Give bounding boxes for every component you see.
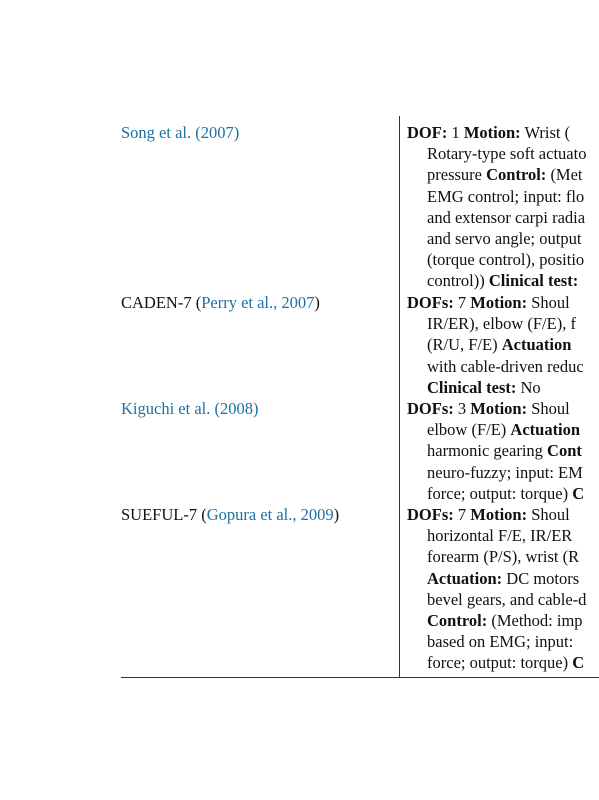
- field-text: (R/U, F/E): [427, 335, 502, 355]
- field-text: with cable-driven reduc: [427, 356, 584, 376]
- field-text: (Met: [546, 165, 583, 185]
- description-line: [407, 483, 584, 504]
- citation-link[interactable]: Gopura et al., 2009: [206, 505, 334, 524]
- field-label: Motion:: [470, 293, 528, 312]
- field-label: Control:: [427, 611, 488, 631]
- description-line: [407, 143, 586, 164]
- field-label: DOFs:: [407, 505, 454, 524]
- description-line: [407, 292, 584, 313]
- description-line: [407, 504, 586, 525]
- citation-cell: [121, 122, 239, 143]
- field-text: force; output: torque): [427, 653, 573, 673]
- field-label: Motion:: [470, 399, 528, 418]
- description-line: [407, 568, 586, 589]
- field-label: C: [572, 483, 585, 503]
- field-text: based on EMG; input:: [427, 632, 574, 652]
- field-text: Shoul: [527, 505, 570, 524]
- field-text: IR/ER), elbow (F/E), f: [427, 314, 576, 334]
- field-label: DOFs:: [407, 293, 454, 312]
- field-text: and extensor carpi radia: [427, 207, 586, 227]
- field-text: 3: [453, 399, 471, 418]
- field-text: neuro-fuzzy; input: EM: [427, 462, 583, 482]
- field-label: Clinical test:: [488, 271, 579, 291]
- field-text: No: [516, 377, 541, 397]
- field-label: DOFs:: [407, 399, 454, 418]
- field-text: Shoul: [527, 293, 570, 312]
- field-label: Cont: [547, 441, 582, 461]
- description-cell: [407, 122, 586, 292]
- citation-prefix: CADEN-7 (: [121, 293, 202, 312]
- description-line: [407, 462, 584, 483]
- description-line: [407, 652, 586, 673]
- field-label: Motion:: [470, 505, 528, 524]
- field-text: 1: [447, 123, 464, 142]
- field-text: 7: [453, 293, 471, 312]
- field-text: DC motors: [502, 568, 580, 588]
- field-text: harmonic gearing: [427, 441, 548, 461]
- citation-prefix: SUEFUL-7 (: [121, 505, 207, 524]
- field-text: 7: [453, 505, 471, 524]
- description-line: [407, 525, 586, 546]
- citation-suffix: ): [314, 293, 320, 312]
- device-table: [121, 116, 599, 678]
- description-line: [407, 356, 584, 377]
- citation-cell: [121, 504, 339, 525]
- field-label: Actuation: [501, 335, 572, 355]
- description-line: [407, 631, 586, 652]
- citation-link[interactable]: Perry et al., 2007: [201, 293, 315, 312]
- field-label: Motion:: [463, 123, 521, 142]
- description-line: [407, 270, 586, 291]
- description-line: [407, 546, 586, 567]
- field-label: C: [572, 653, 585, 673]
- field-text: bevel gears, and cable-d: [427, 589, 587, 609]
- column-divider: [399, 116, 400, 678]
- citation-cell: [121, 292, 320, 313]
- field-text: elbow (F/E): [427, 420, 511, 440]
- description-line: [407, 610, 586, 631]
- field-label: Control:: [486, 165, 547, 185]
- description-line: [407, 398, 584, 419]
- citation-link[interactable]: Kiguchi et al. (2008): [121, 399, 259, 418]
- field-text: (Method: imp: [487, 611, 583, 631]
- table-bottom-rule: [121, 677, 599, 678]
- field-text: and servo angle; output: [427, 229, 582, 249]
- field-text: pressure: [427, 165, 487, 185]
- description-line: [407, 377, 584, 398]
- description-line: [407, 419, 584, 440]
- field-text: forearm (P/S), wrist (R: [427, 547, 580, 567]
- description-line: [407, 207, 586, 228]
- citation-suffix: ): [333, 505, 340, 524]
- description-line: [407, 164, 586, 185]
- description-cell: [407, 292, 584, 398]
- description-cell: [407, 398, 584, 504]
- field-text: Wrist (: [520, 123, 571, 142]
- field-label: Actuation: [510, 420, 581, 440]
- description-line: [407, 589, 586, 610]
- description-line: [407, 440, 584, 461]
- field-label: DOF:: [407, 123, 448, 142]
- description-line: [407, 334, 584, 355]
- field-text: control)): [427, 271, 489, 291]
- description-line: [407, 249, 586, 270]
- field-label: Actuation:: [427, 568, 503, 588]
- field-text: force; output: torque): [427, 483, 573, 503]
- field-text: EMG control; input: flo: [427, 186, 585, 206]
- field-text: Rotary-type soft actuato: [427, 144, 587, 164]
- field-text: Shoul: [527, 399, 570, 418]
- citation-cell: [121, 398, 258, 419]
- description-cell: [407, 504, 586, 674]
- description-line: [407, 313, 584, 334]
- field-text: (torque control), positio: [427, 250, 585, 270]
- field-label: Clinical test:: [427, 377, 517, 397]
- citation-link[interactable]: Song et al. (2007): [121, 123, 240, 142]
- field-text: horizontal F/E, IR/ER: [427, 526, 573, 546]
- description-line: [407, 228, 586, 249]
- description-line: [407, 186, 586, 207]
- description-line: [407, 122, 586, 143]
